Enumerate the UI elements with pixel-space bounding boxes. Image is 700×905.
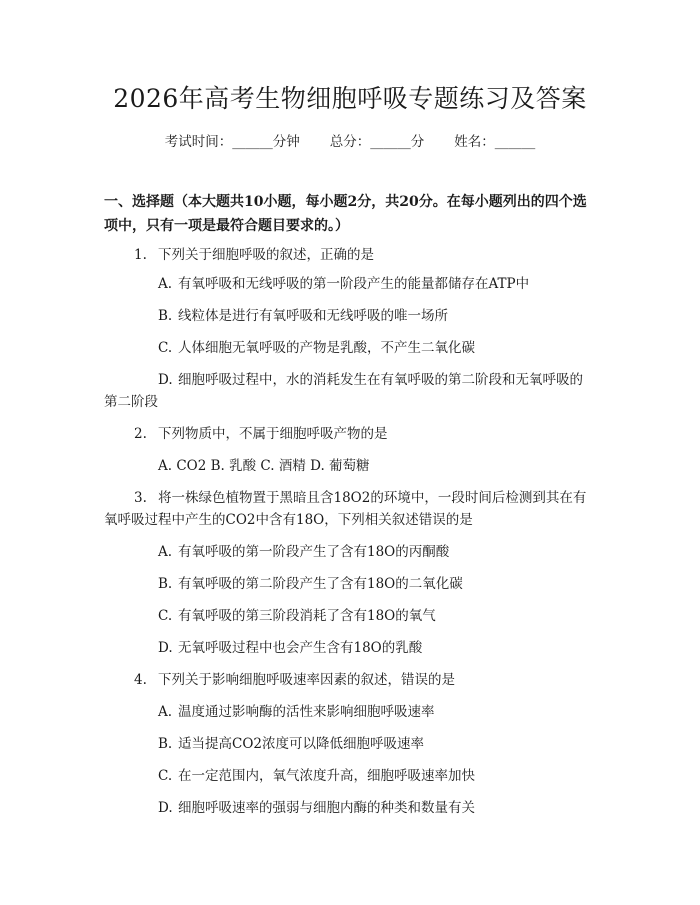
question-1-option-d-continuation: 第二阶段 [104,394,158,410]
question-1-option-d [158,370,583,390]
option-text: 有氧呼吸和无线呼吸的第一阶段产生的能量都储存在ATP中 [178,276,530,292]
question-1 [134,245,374,265]
question-1-option-b [158,306,448,326]
question-4 [134,670,455,690]
question-4-option-d [158,798,475,818]
student-name-field: 姓名：______ [454,134,536,150]
question-text: 下列物质中，不属于细胞呼吸产物的是 [158,426,388,442]
question-number: 3. [134,490,147,506]
option-text: 细胞呼吸过程中，水的消耗发生在有氧呼吸的第二阶段和无氧呼吸的 [178,372,583,388]
question-3-option-c [158,606,436,626]
option-text: 细胞呼吸速率的强弱与细胞内酶的种类和数量有关 [178,800,475,816]
question-text: 将一株绿色植物置于黑暗且含18O2的环境中，一段时间后检测到其在有 [158,490,587,506]
option-label: B. [158,308,173,324]
question-number: 1. [134,247,147,263]
total-score-field: 总分：______分 [329,134,425,150]
option-label: B. [158,736,173,752]
exam-time-field: 考试时间：______分钟 [164,134,300,150]
question-2-options: A. CO2 B. 乳酸 C. 酒精 D. 葡萄糖 [158,458,370,474]
question-text: 下列关于影响细胞呼吸速率因素的叙述，错误的是 [158,672,455,688]
question-3 [134,488,586,508]
question-4-option-a [158,702,435,722]
option-label: D. [158,372,173,388]
question-3-option-a [158,542,449,562]
question-2 [134,424,388,444]
question-3-option-b [158,574,463,594]
option-text: 线粒体是进行有氧呼吸和无线呼吸的唯一场所 [178,308,448,324]
option-text: 人体细胞无氧呼吸的产物是乳酸，不产生二氧化碳 [178,340,475,356]
option-text: 有氧呼吸的第三阶段消耗了含有18O的氧气 [178,608,436,624]
question-1-option-c [158,338,475,358]
option-text: 温度通过影响酶的活性来影响细胞呼吸速率 [178,704,435,720]
page-title: 2026年高考生物细胞呼吸专题练习及答案 [113,84,587,113]
option-text: 适当提高CO2浓度可以降低细胞呼吸速率 [178,736,424,752]
option-text: 有氧呼吸的第一阶段产生了含有18O的丙酮酸 [178,544,450,560]
option-label: C. [158,768,173,784]
question-1-option-a [158,274,529,294]
option-label: D. [158,640,173,656]
section-heading [104,190,596,238]
question-4-option-b [158,734,424,754]
section-heading-line-1: 一、选择题（本大题共10小题，每小题2分，共20分。在每小题列出的四个选 [104,194,587,210]
section-heading-line-2: 项中，只有一项是最符合题目要求的。） [104,218,349,234]
option-text: 无氧呼吸过程中也会产生含有18O的乳酸 [178,640,423,656]
option-text: 在一定范围内，氧气浓度升高，细胞呼吸速率加快 [178,768,475,784]
option-label: A. [158,276,173,292]
option-text: 有氧呼吸的第二阶段产生了含有18O的二氧化碳 [178,576,463,592]
question-text: 下列关于细胞呼吸的叙述，正确的是 [158,247,374,263]
option-label: A. [158,544,173,560]
question-3-option-d [158,638,422,658]
question-4-option-c [158,766,475,786]
option-label: C. [158,608,173,624]
question-3-continuation: 氧呼吸过程中产生的CO2中含有18O，下列相关叙述错误的是 [104,512,473,528]
question-number: 2. [134,426,147,442]
option-label: A. [158,704,173,720]
option-label: C. [158,340,173,356]
option-label: D. [158,800,173,816]
option-label: B. [158,576,173,592]
exam-meta [0,132,700,152]
question-number: 4. [134,672,147,688]
